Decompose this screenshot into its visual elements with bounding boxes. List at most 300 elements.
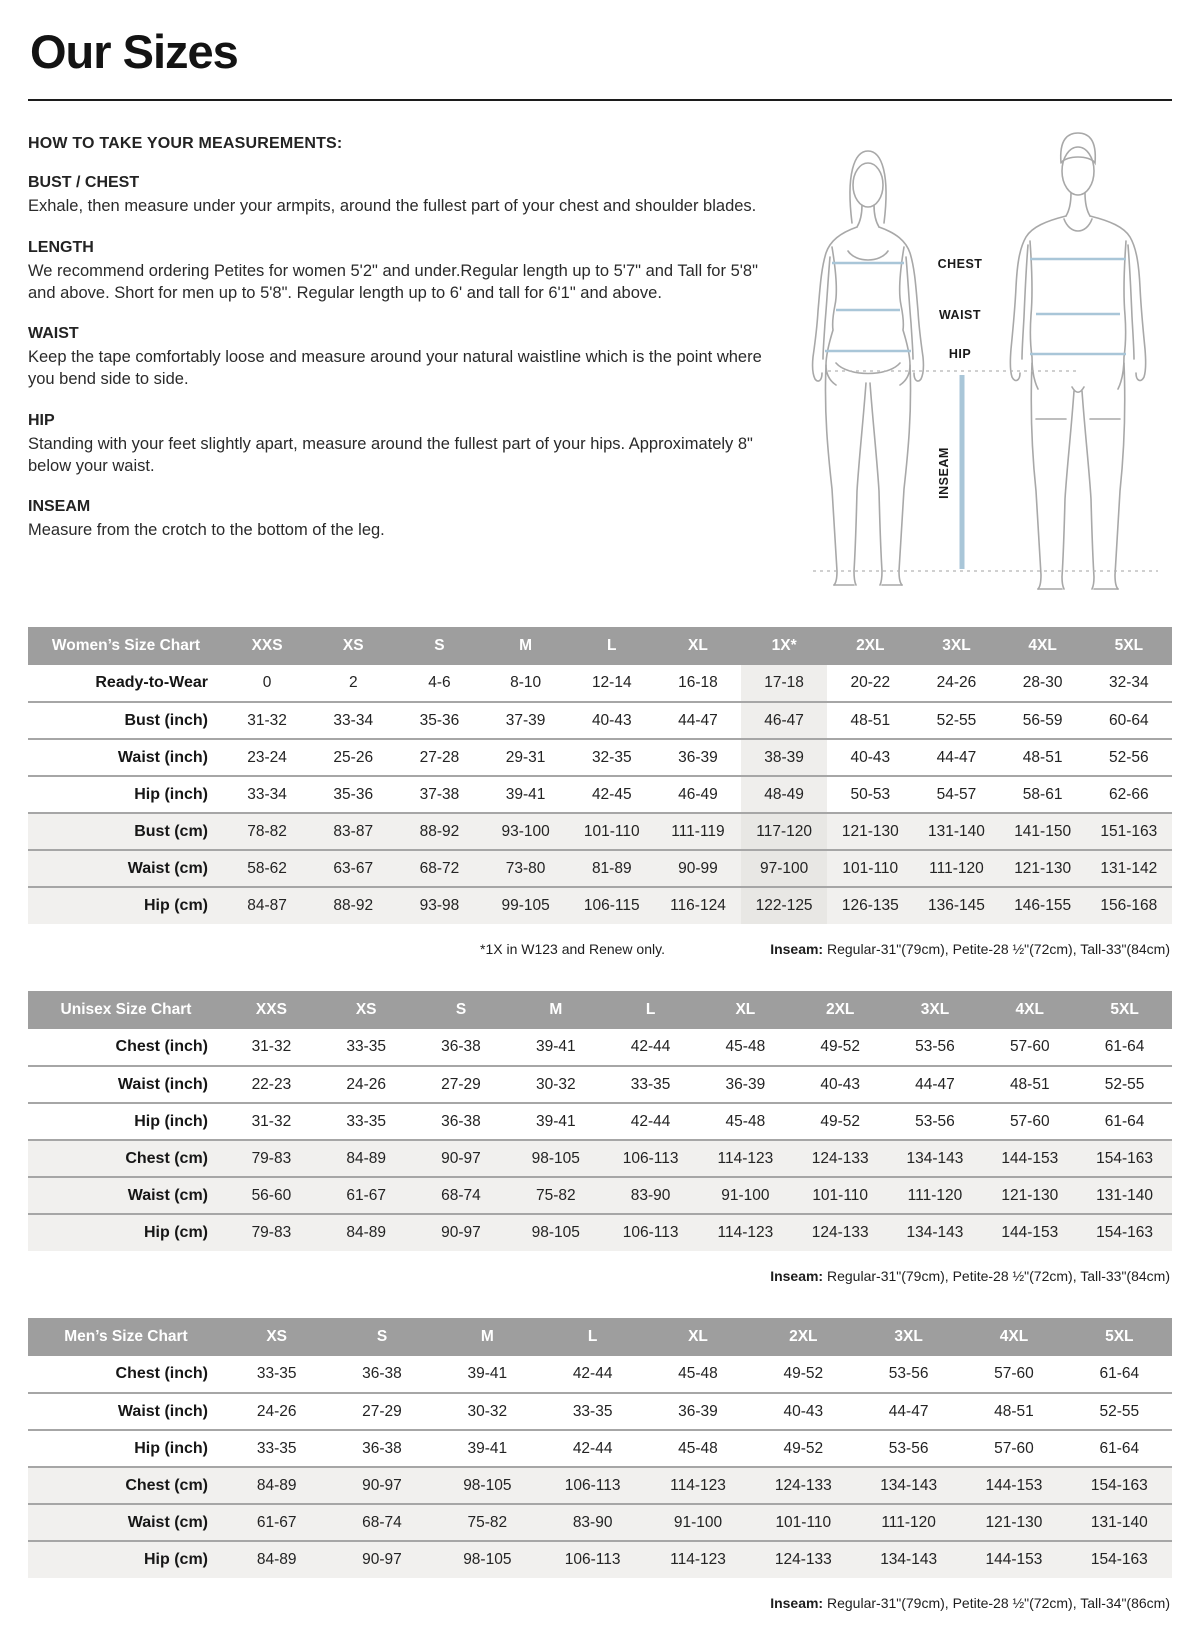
size-value-cell: 45-48 xyxy=(698,1103,793,1140)
size-value-cell: 134-143 xyxy=(888,1214,983,1251)
size-value-cell: 88-92 xyxy=(396,813,482,850)
size-value-cell: 134-143 xyxy=(856,1467,961,1504)
size-column-header: L xyxy=(603,991,698,1029)
size-value-cell: 154-163 xyxy=(1067,1467,1172,1504)
size-column-header: XS xyxy=(319,991,414,1029)
size-value-cell: 52-56 xyxy=(1086,739,1172,776)
size-value-cell: 44-47 xyxy=(888,1066,983,1103)
row-label: Hip (cm) xyxy=(28,887,224,924)
size-value-cell: 136-145 xyxy=(913,887,999,924)
size-value-cell: 23-24 xyxy=(224,739,310,776)
size-value-cell: 90-99 xyxy=(655,850,741,887)
size-value-cell: 45-48 xyxy=(645,1356,750,1393)
size-value-cell: 61-64 xyxy=(1067,1430,1172,1467)
inseam-footnote-text: Regular-31"(79cm), Petite-28 ½"(72cm), Tall-33"(84cm) xyxy=(823,941,1170,957)
table-row xyxy=(28,1356,1172,1393)
size-value-cell: 84-89 xyxy=(319,1214,414,1251)
size-value-cell: 117-120 xyxy=(741,813,827,850)
page-title: Our Sizes xyxy=(30,25,238,78)
size-value-cell: 114-123 xyxy=(645,1467,750,1504)
size-value-cell: 49-52 xyxy=(793,1029,888,1066)
size-value-cell: 50-53 xyxy=(827,776,913,813)
size-column-header: 4XL xyxy=(1000,627,1086,665)
inseam-footnote xyxy=(770,941,1172,957)
instruction-text: Keep the tape comfortably loose and measure around your natural waistline which is the point where you bend side to side. xyxy=(28,348,762,389)
size-value-cell: 106-113 xyxy=(540,1541,645,1578)
size-value-cell: 49-52 xyxy=(751,1356,856,1393)
size-column-header: 4XL xyxy=(961,1318,1066,1356)
size-value-cell: 33-35 xyxy=(319,1029,414,1066)
size-value-cell: 48-51 xyxy=(982,1066,1077,1103)
size-value-cell: 122-125 xyxy=(741,887,827,924)
size-value-cell: 48-51 xyxy=(827,702,913,739)
row-label: Hip (inch) xyxy=(28,776,224,813)
size-value-cell: 121-130 xyxy=(827,813,913,850)
size-value-cell: 111-120 xyxy=(913,850,999,887)
table-row xyxy=(28,1504,1172,1541)
size-value-cell: 79-83 xyxy=(224,1140,319,1177)
size-value-cell: 126-135 xyxy=(827,887,913,924)
size-value-cell: 45-48 xyxy=(645,1430,750,1467)
size-value-cell: 124-133 xyxy=(751,1541,856,1578)
table-row xyxy=(28,1214,1172,1251)
size-value-cell: 44-47 xyxy=(913,739,999,776)
instruction-text: Exhale, then measure under your armpits, around the fullest part of your chest and shoulder blades. xyxy=(28,197,757,215)
size-column-header: XXS xyxy=(224,991,319,1029)
size-value-cell: 88-92 xyxy=(310,887,396,924)
size-value-cell: 53-56 xyxy=(888,1029,983,1066)
size-value-cell: 61-64 xyxy=(1067,1356,1172,1393)
row-label: Chest (cm) xyxy=(28,1467,224,1504)
size-value-cell: 57-60 xyxy=(961,1430,1066,1467)
size-value-cell: 121-130 xyxy=(982,1177,1077,1214)
size-value-cell: 36-39 xyxy=(655,739,741,776)
instruction-text: We recommend ordering Petites for women 5'2" and under.Regular length up to 5'7" and Tall for 5'8" and above. Short for men up to 5'8". Regular length up to 6' and tall for 6'1" and above. xyxy=(28,261,758,302)
size-value-cell: 97-100 xyxy=(741,850,827,887)
size-value-cell: 91-100 xyxy=(645,1504,750,1541)
womens-chart-footnotes xyxy=(28,941,1172,957)
size-value-cell: 124-133 xyxy=(793,1140,888,1177)
size-value-cell: 131-142 xyxy=(1086,850,1172,887)
size-value-cell: 33-35 xyxy=(224,1430,329,1467)
size-value-cell: 154-163 xyxy=(1067,1541,1172,1578)
size-value-cell: 101-110 xyxy=(793,1177,888,1214)
size-value-cell: 154-163 xyxy=(1077,1140,1172,1177)
size-value-cell: 42-44 xyxy=(603,1103,698,1140)
table-row xyxy=(28,776,1172,813)
size-value-cell: 83-87 xyxy=(310,813,396,850)
size-value-cell: 114-123 xyxy=(645,1541,750,1578)
size-column-header: 5XL xyxy=(1077,991,1172,1029)
size-value-cell: 48-49 xyxy=(741,776,827,813)
size-value-cell: 30-32 xyxy=(435,1393,540,1430)
row-label: Bust (inch) xyxy=(28,702,224,739)
size-value-cell: 61-64 xyxy=(1077,1029,1172,1066)
table-row xyxy=(28,1103,1172,1140)
size-value-cell: 111-120 xyxy=(888,1177,983,1214)
table-row xyxy=(28,813,1172,850)
size-value-cell: 20-22 xyxy=(827,665,913,702)
size-value-cell: 33-34 xyxy=(310,702,396,739)
size-value-cell: 45-48 xyxy=(698,1029,793,1066)
size-value-cell: 39-41 xyxy=(435,1430,540,1467)
size-value-cell: 73-80 xyxy=(483,850,569,887)
size-value-cell: 98-105 xyxy=(508,1214,603,1251)
size-value-cell: 93-100 xyxy=(483,813,569,850)
size-value-cell: 75-82 xyxy=(435,1504,540,1541)
unisex-chart-footnotes xyxy=(28,1268,1172,1284)
size-value-cell: 42-44 xyxy=(540,1430,645,1467)
waist-label: WAIST xyxy=(938,308,982,322)
female-figure-outline xyxy=(813,151,924,585)
table-row xyxy=(28,1541,1172,1578)
row-label: Waist (inch) xyxy=(28,1066,224,1103)
size-value-cell: 111-119 xyxy=(655,813,741,850)
row-label: Ready-to-Wear xyxy=(28,665,224,702)
size-value-cell: 114-123 xyxy=(698,1214,793,1251)
size-value-cell: 106-113 xyxy=(603,1214,698,1251)
size-value-cell: 68-74 xyxy=(414,1177,509,1214)
size-column-header: 2XL xyxy=(827,627,913,665)
size-value-cell: 24-26 xyxy=(913,665,999,702)
size-column-header: L xyxy=(569,627,655,665)
size-value-cell: 42-44 xyxy=(540,1356,645,1393)
size-value-cell: 39-41 xyxy=(483,776,569,813)
size-value-cell: 12-14 xyxy=(569,665,655,702)
size-column-header: 5XL xyxy=(1086,627,1172,665)
size-value-cell: 124-133 xyxy=(793,1214,888,1251)
size-value-cell: 48-51 xyxy=(1000,739,1086,776)
size-value-cell: 17-18 xyxy=(741,665,827,702)
size-value-cell: 68-74 xyxy=(329,1504,434,1541)
size-value-cell: 58-62 xyxy=(224,850,310,887)
title-divider xyxy=(28,99,1172,101)
size-column-header: S xyxy=(396,627,482,665)
instruction-label: WAIST xyxy=(28,325,79,343)
inseam-footnote-text: Regular-31"(79cm), Petite-28 ½"(72cm), Tall-34"(86cm) xyxy=(823,1595,1170,1611)
instruction-length xyxy=(28,239,768,305)
size-value-cell: 101-110 xyxy=(569,813,655,850)
size-value-cell: 90-97 xyxy=(414,1214,509,1251)
size-value-cell: 32-34 xyxy=(1086,665,1172,702)
size-value-cell: 84-89 xyxy=(224,1541,329,1578)
size-value-cell: 58-61 xyxy=(1000,776,1086,813)
size-value-cell: 16-18 xyxy=(655,665,741,702)
inseam-footnote-label: Inseam: xyxy=(770,941,824,957)
size-column-header: S xyxy=(329,1318,434,1356)
size-value-cell: 24-26 xyxy=(319,1066,414,1103)
size-value-cell: 36-38 xyxy=(329,1430,434,1467)
size-value-cell: 79-83 xyxy=(224,1214,319,1251)
size-value-cell: 61-67 xyxy=(224,1504,329,1541)
size-value-cell: 60-64 xyxy=(1086,702,1172,739)
size-value-cell: 99-105 xyxy=(483,887,569,924)
instruction-label: HIP xyxy=(28,411,55,429)
intro-section xyxy=(28,121,1172,593)
row-label: Waist (cm) xyxy=(28,1177,224,1214)
size-value-cell: 62-66 xyxy=(1086,776,1172,813)
size-value-cell: 37-38 xyxy=(396,776,482,813)
inseam-footnote-label: Inseam: xyxy=(770,1268,824,1284)
size-value-cell: 141-150 xyxy=(1000,813,1086,850)
size-column-header: 5XL xyxy=(1067,1318,1172,1356)
row-label: Chest (inch) xyxy=(28,1029,224,1066)
size-value-cell: 146-155 xyxy=(1000,887,1086,924)
size-value-cell: 30-32 xyxy=(508,1066,603,1103)
size-value-cell: 90-97 xyxy=(414,1140,509,1177)
size-value-cell: 32-35 xyxy=(569,739,655,776)
size-value-cell: 39-41 xyxy=(435,1356,540,1393)
inseam-footnote xyxy=(770,1595,1172,1611)
size-column-header: 3XL xyxy=(913,627,999,665)
size-column-header: 3XL xyxy=(856,1318,961,1356)
size-value-cell: 63-67 xyxy=(310,850,396,887)
table-row xyxy=(28,739,1172,776)
inseam-label: INSEAM xyxy=(937,447,951,499)
size-value-cell: 57-60 xyxy=(982,1103,1077,1140)
measurement-diagram xyxy=(768,121,1172,593)
size-column-header: 1X* xyxy=(741,627,827,665)
size-value-cell: 56-60 xyxy=(224,1177,319,1214)
size-value-cell: 46-47 xyxy=(741,702,827,739)
size-value-cell: 31-32 xyxy=(224,702,310,739)
size-value-cell: 124-133 xyxy=(751,1467,856,1504)
table-row xyxy=(28,1430,1172,1467)
size-value-cell: 49-52 xyxy=(793,1103,888,1140)
inseam-footnote xyxy=(770,1268,1172,1284)
chest-label: CHEST xyxy=(937,257,983,271)
size-value-cell: 61-67 xyxy=(319,1177,414,1214)
size-value-cell: 46-49 xyxy=(655,776,741,813)
row-label: Waist (cm) xyxy=(28,1504,224,1541)
size-value-cell: 75-82 xyxy=(508,1177,603,1214)
size-value-cell: 144-153 xyxy=(961,1467,1066,1504)
row-label: Waist (cm) xyxy=(28,850,224,887)
size-value-cell: 37-39 xyxy=(483,702,569,739)
row-label: Hip (cm) xyxy=(28,1541,224,1578)
table-title: Women’s Size Chart xyxy=(28,627,224,665)
size-value-cell: 84-89 xyxy=(224,1467,329,1504)
instruction-text: Measure from the crotch to the bottom of the leg. xyxy=(28,521,385,540)
size-value-cell: 90-97 xyxy=(329,1541,434,1578)
size-value-cell: 134-143 xyxy=(888,1140,983,1177)
size-value-cell: 53-56 xyxy=(856,1430,961,1467)
unisex-size-chart xyxy=(28,991,1172,1251)
size-value-cell: 131-140 xyxy=(913,813,999,850)
size-value-cell: 39-41 xyxy=(508,1103,603,1140)
size-value-cell: 144-153 xyxy=(982,1214,1077,1251)
measurement-instructions xyxy=(28,121,768,542)
row-label: Hip (inch) xyxy=(28,1103,224,1140)
size-value-cell: 114-123 xyxy=(698,1140,793,1177)
table-row xyxy=(28,1393,1172,1430)
instruction-text: Standing with your feet slightly apart, measure around the fullest part of your hips. Approximately 8" below your waist. xyxy=(28,434,753,475)
table-row xyxy=(28,665,1172,702)
size-value-cell: 98-105 xyxy=(508,1140,603,1177)
size-value-cell: 144-153 xyxy=(982,1140,1077,1177)
size-value-cell: 25-26 xyxy=(310,739,396,776)
size-column-header: M xyxy=(508,991,603,1029)
size-column-header: 2XL xyxy=(793,991,888,1029)
size-value-cell: 144-153 xyxy=(961,1541,1066,1578)
size-value-cell: 27-29 xyxy=(329,1393,434,1430)
size-value-cell: 36-38 xyxy=(414,1029,509,1066)
size-value-cell: 52-55 xyxy=(1067,1393,1172,1430)
size-value-cell: 106-113 xyxy=(540,1467,645,1504)
table-row xyxy=(28,1066,1172,1103)
instruction-inseam xyxy=(28,498,768,542)
size-value-cell: 81-89 xyxy=(569,850,655,887)
size-column-header: M xyxy=(483,627,569,665)
size-column-header: XS xyxy=(224,1318,329,1356)
size-value-cell: 134-143 xyxy=(856,1541,961,1578)
size-column-header: 3XL xyxy=(888,991,983,1029)
male-figure-outline xyxy=(1010,133,1145,589)
instructions-heading: HOW TO TAKE YOUR MEASUREMENTS: xyxy=(28,135,343,152)
size-value-cell: 68-72 xyxy=(396,850,482,887)
hip-label: HIP xyxy=(948,347,972,361)
instruction-waist xyxy=(28,325,768,391)
size-value-cell: 29-31 xyxy=(483,739,569,776)
size-value-cell: 121-130 xyxy=(1000,850,1086,887)
size-value-cell: 33-35 xyxy=(319,1103,414,1140)
size-value-cell: 8-10 xyxy=(483,665,569,702)
instruction-label: BUST / CHEST xyxy=(28,174,140,191)
row-label: Waist (inch) xyxy=(28,1393,224,1430)
instruction-bust-chest xyxy=(28,174,768,218)
instruction-label: INSEAM xyxy=(28,498,91,516)
size-value-cell: 4-6 xyxy=(396,665,482,702)
inseam-footnote-text: Regular-31"(79cm), Petite-28 ½"(72cm), Tall-33"(84cm) xyxy=(823,1268,1170,1284)
size-column-header: XXS xyxy=(224,627,310,665)
size-value-cell: 36-39 xyxy=(698,1066,793,1103)
table-row xyxy=(28,702,1172,739)
size-column-header: M xyxy=(435,1318,540,1356)
size-column-header: L xyxy=(540,1318,645,1356)
size-value-cell: 83-90 xyxy=(540,1504,645,1541)
size-column-header: XS xyxy=(310,627,396,665)
size-value-cell: 54-57 xyxy=(913,776,999,813)
size-value-cell: 57-60 xyxy=(982,1029,1077,1066)
size-value-cell: 35-36 xyxy=(310,776,396,813)
size-value-cell: 90-97 xyxy=(329,1467,434,1504)
size-value-cell: 36-38 xyxy=(414,1103,509,1140)
size-value-cell: 106-115 xyxy=(569,887,655,924)
table-row xyxy=(28,1140,1172,1177)
row-label: Hip (inch) xyxy=(28,1430,224,1467)
size-value-cell: 156-168 xyxy=(1086,887,1172,924)
size-column-header: XL xyxy=(655,627,741,665)
table-title: Unisex Size Chart xyxy=(28,991,224,1029)
size-value-cell: 101-110 xyxy=(827,850,913,887)
1x-footnote: *1X in W123 and Renew only. xyxy=(480,941,665,957)
size-value-cell: 22-23 xyxy=(224,1066,319,1103)
instruction-hip xyxy=(28,412,768,478)
size-value-cell: 131-140 xyxy=(1077,1177,1172,1214)
table-row xyxy=(28,887,1172,924)
size-value-cell: 42-44 xyxy=(603,1029,698,1066)
size-value-cell: 52-55 xyxy=(1077,1066,1172,1103)
size-value-cell: 52-55 xyxy=(913,702,999,739)
size-value-cell: 44-47 xyxy=(856,1393,961,1430)
size-value-cell: 56-59 xyxy=(1000,702,1086,739)
size-value-cell: 121-130 xyxy=(961,1504,1066,1541)
size-value-cell: 40-43 xyxy=(827,739,913,776)
measurement-lines xyxy=(825,259,1126,354)
size-column-header: XL xyxy=(698,991,793,1029)
size-value-cell: 27-28 xyxy=(396,739,482,776)
size-value-cell: 78-82 xyxy=(224,813,310,850)
size-value-cell: 154-163 xyxy=(1077,1214,1172,1251)
size-value-cell: 31-32 xyxy=(224,1029,319,1066)
row-label: Chest (cm) xyxy=(28,1140,224,1177)
size-value-cell: 40-43 xyxy=(569,702,655,739)
size-value-cell: 40-43 xyxy=(751,1393,856,1430)
size-value-cell: 84-89 xyxy=(319,1140,414,1177)
size-value-cell: 57-60 xyxy=(961,1356,1066,1393)
size-value-cell: 53-56 xyxy=(856,1356,961,1393)
size-value-cell: 33-35 xyxy=(224,1356,329,1393)
size-value-cell: 98-105 xyxy=(435,1541,540,1578)
table-row xyxy=(28,1029,1172,1066)
size-value-cell: 40-43 xyxy=(793,1066,888,1103)
mens-size-chart xyxy=(28,1318,1172,1578)
size-value-cell: 33-35 xyxy=(603,1066,698,1103)
table-title: Men’s Size Chart xyxy=(28,1318,224,1356)
table-row xyxy=(28,1467,1172,1504)
table-row xyxy=(28,850,1172,887)
size-value-cell: 44-47 xyxy=(655,702,741,739)
size-value-cell: 0 xyxy=(224,665,310,702)
size-value-cell: 93-98 xyxy=(396,887,482,924)
size-value-cell: 106-113 xyxy=(603,1140,698,1177)
inseam-footnote-label: Inseam: xyxy=(770,1595,824,1611)
size-value-cell: 98-105 xyxy=(435,1467,540,1504)
size-value-cell: 131-140 xyxy=(1067,1504,1172,1541)
size-value-cell: 36-38 xyxy=(329,1356,434,1393)
size-column-header: 4XL xyxy=(982,991,1077,1029)
size-column-header: XL xyxy=(645,1318,750,1356)
row-label: Bust (cm) xyxy=(28,813,224,850)
size-value-cell: 36-39 xyxy=(645,1393,750,1430)
table-row xyxy=(28,1177,1172,1214)
row-label: Hip (cm) xyxy=(28,1214,224,1251)
mens-chart-footnotes xyxy=(28,1595,1172,1611)
size-value-cell: 24-26 xyxy=(224,1393,329,1430)
size-value-cell: 84-87 xyxy=(224,887,310,924)
size-value-cell: 42-45 xyxy=(569,776,655,813)
size-value-cell: 61-64 xyxy=(1077,1103,1172,1140)
size-column-header: S xyxy=(414,991,509,1029)
instruction-label: LENGTH xyxy=(28,238,94,256)
size-value-cell: 2 xyxy=(310,665,396,702)
size-value-cell: 101-110 xyxy=(751,1504,856,1541)
size-value-cell: 31-32 xyxy=(224,1103,319,1140)
size-value-cell: 116-124 xyxy=(655,887,741,924)
size-value-cell: 53-56 xyxy=(888,1103,983,1140)
size-column-header: 2XL xyxy=(751,1318,856,1356)
size-value-cell: 28-30 xyxy=(1000,665,1086,702)
size-value-cell: 33-34 xyxy=(224,776,310,813)
size-value-cell: 111-120 xyxy=(856,1504,961,1541)
row-label: Chest (inch) xyxy=(28,1356,224,1393)
row-label: Waist (inch) xyxy=(28,739,224,776)
size-value-cell: 91-100 xyxy=(698,1177,793,1214)
size-value-cell: 39-41 xyxy=(508,1029,603,1066)
size-value-cell: 38-39 xyxy=(741,739,827,776)
size-value-cell: 48-51 xyxy=(961,1393,1066,1430)
body-measurement-illustration xyxy=(768,123,1172,593)
